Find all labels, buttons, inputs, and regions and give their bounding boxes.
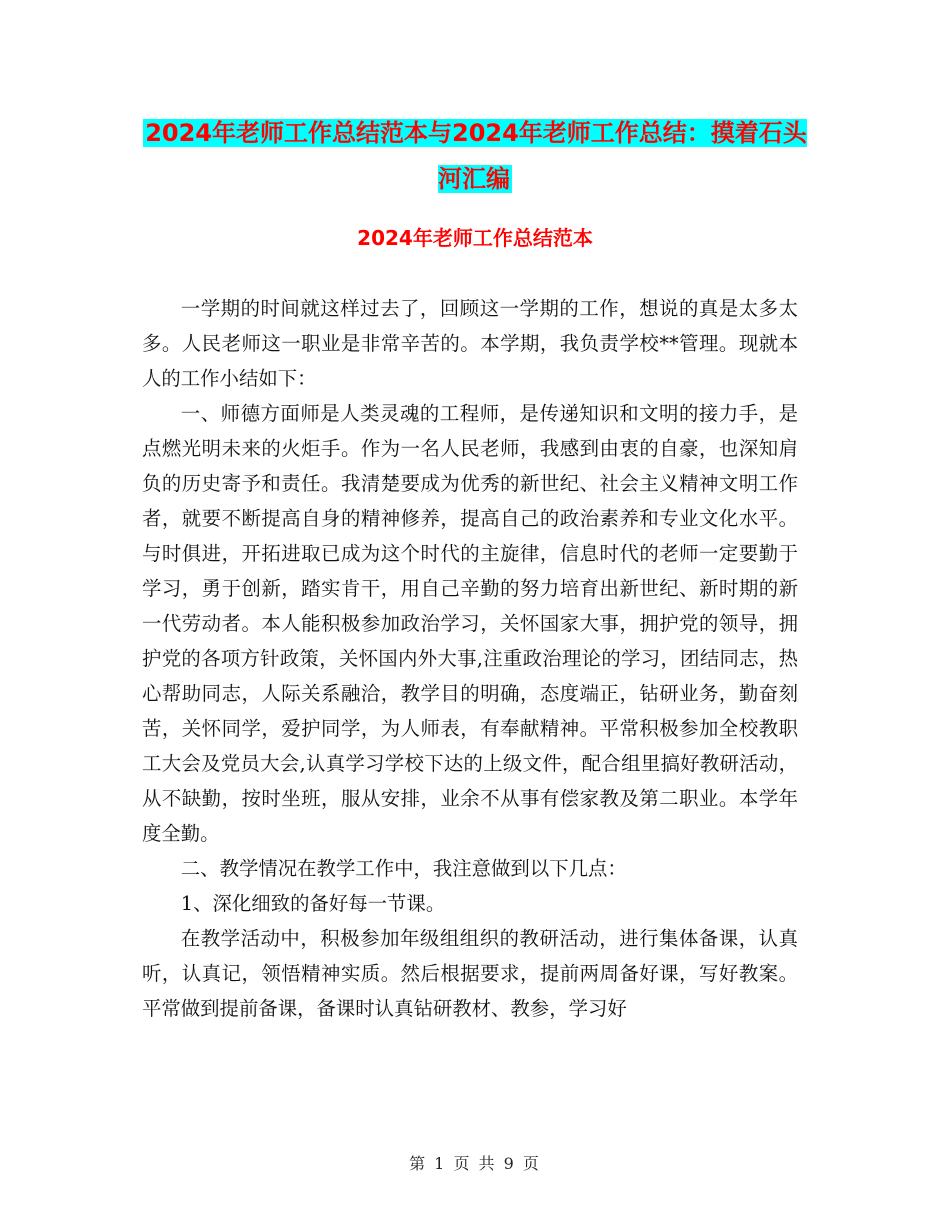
body-text [142, 291, 798, 1026]
paragraph: 在教学活动中，积极参加年级组组织的教研活动，进行集体备课，认真听，认真记，领悟精神实质。然后根据要求，提前两周备好课，写好教案。平常做到提前备课，备课时认真钻研教材、教参，学习好 [142, 927, 798, 1020]
section-title: 2024年老师工作总结范本 [357, 226, 593, 250]
page-footer: 第 1 页 共 9 页 [409, 1154, 541, 1173]
paragraph: 一、师德方面师是人类灵魂的工程师，是传递知识和文明的接力手，是点燃光明未来的火炬手。作为一名人民老师，我感到由衷的自豪，也深知肩负的历史寄予和责任。我清楚要成为优秀的新世纪、社会主义精神文明工作者，就要不断提高自身的精神修养，提高自己的政治素养和专业文化水平。与时俱进，开拓进取已成为这个时代的主旋律，信息时代的老师一定要勤于学习，勇于创新，踏实肯干，用自己辛勤的努力培育出新世纪、新时期的新一代劳动者。本人能积极参加政治学习，关怀国家大事，拥护党的领导，拥护党的各项方针政策，关怀国内外大事,注重政治理论的学习，团结同志，热心帮助同志，人际关系融洽，教学目的明确，态度端正，钻研业务，勤奋刻苦，关怀同学，爱护同学，为人师表，有奉献精神。平常积极参加全校教职工大会及党员大会,认真学习学校下达的上级文件，配合组里搞好教研活动，从不缺勤，按时坐班，服从安排，业余不从事有偿家教及第二职业。本学年度全勤。 [142, 402, 798, 845]
paragraph: 1、深化细致的备好每一节课。 [180, 892, 446, 915]
paragraph: 一学期的时间就这样过去了，回顾这一学期的工作，想说的真是太多太多。人民老师这一职业是非常辛苦的。本学期，我负责学校**管理。现就本人的工作小结如下： [142, 297, 798, 390]
title-highlight: 2024年老师工作总结范本与2024年老师工作总结：摸着石头河汇编 [145, 119, 807, 193]
paragraph: 二、教学情况在教学工作中，我注意做到以下几点： [180, 857, 627, 880]
document-title [140, 110, 810, 202]
